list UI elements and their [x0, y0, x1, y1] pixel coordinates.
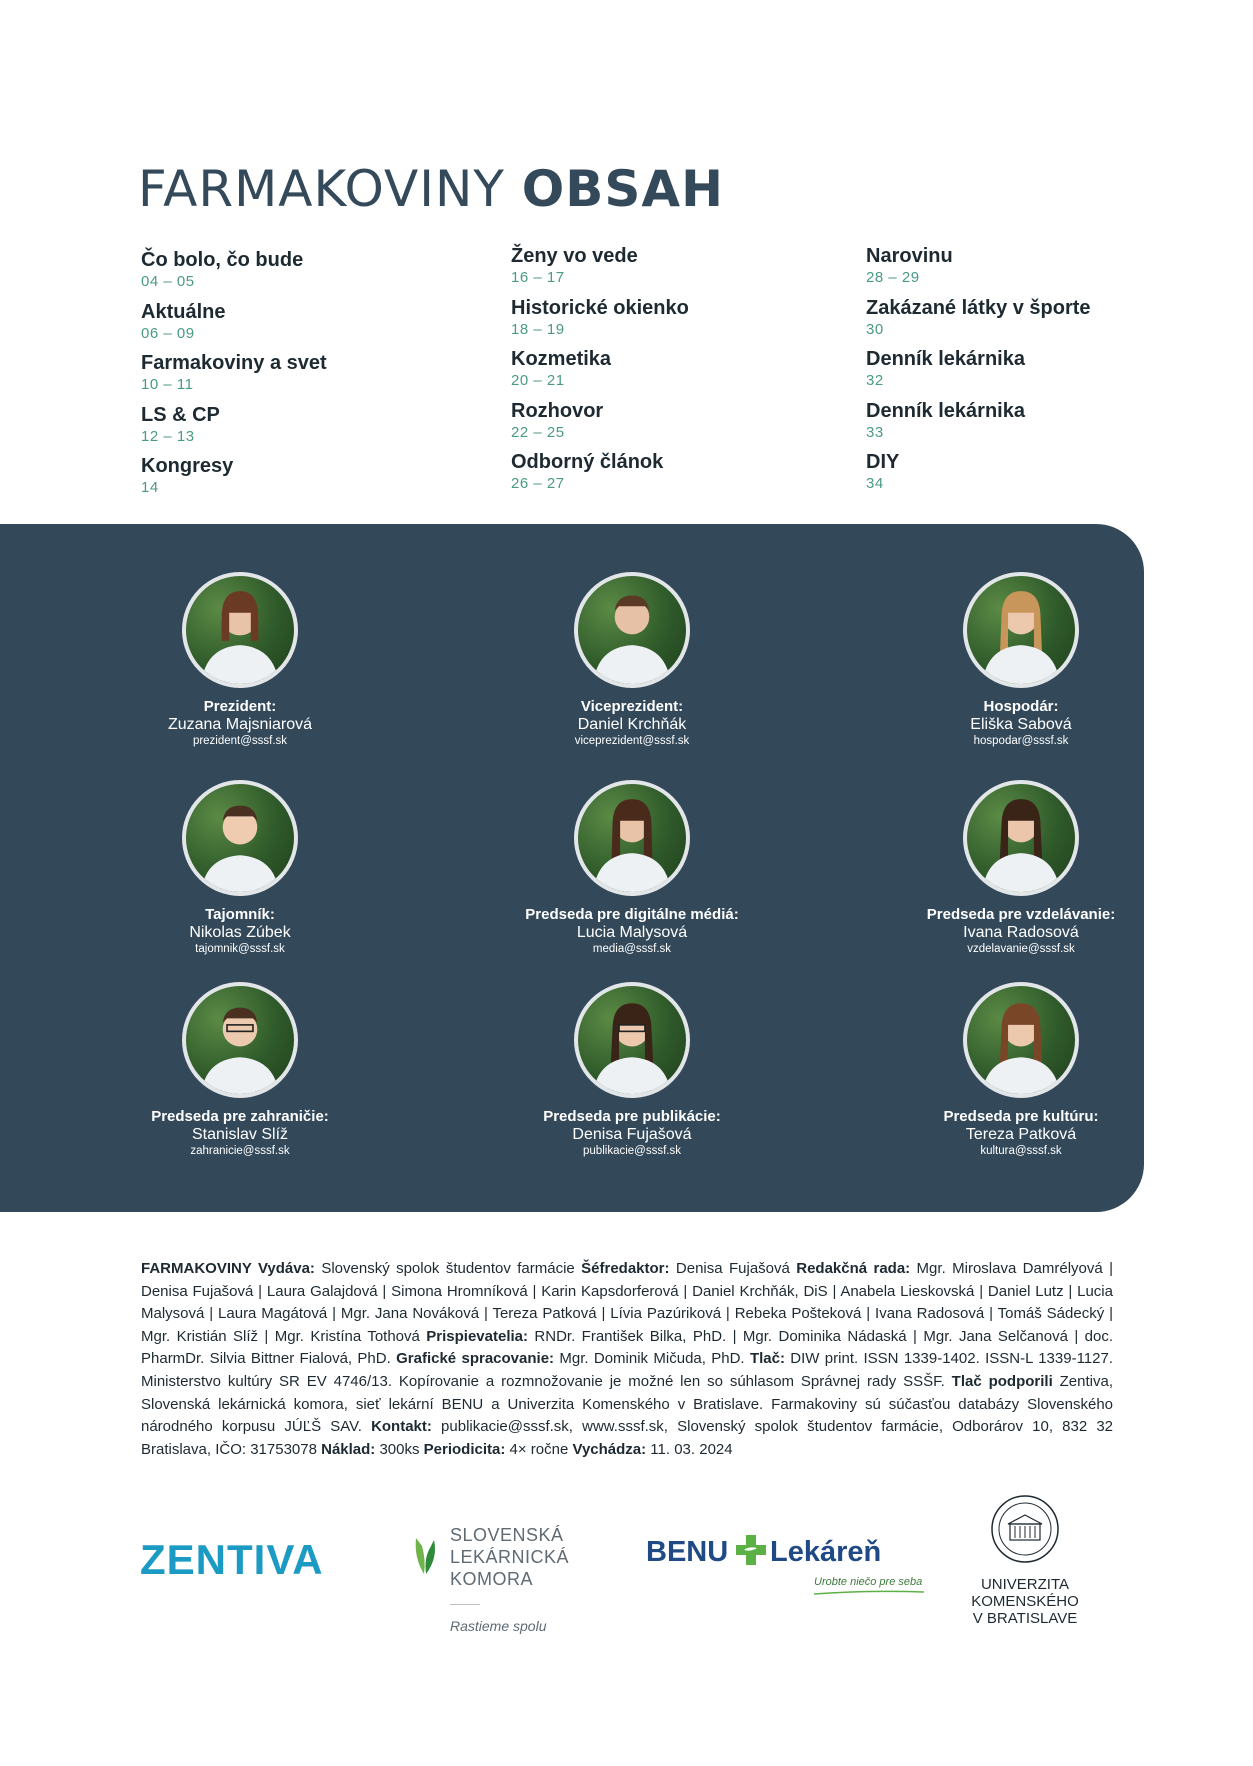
- uk-line: KOMENSKÉHO: [971, 1593, 1079, 1610]
- team-member: [502, 780, 762, 957]
- zentiva-logo: ZENTIVA: [140, 1536, 324, 1583]
- uk-line: V BRATISLAVE: [972, 1610, 1078, 1627]
- member-role: Predseda pre publikácie:: [543, 1108, 721, 1125]
- imprint-value: RNDr. František Bilka, PhD. | Mgr. Dominika Nádaská | Mgr. Jana Selčanová | doc. PharmDr. Silvia Bittner Fialová, PhD.: [141, 1327, 1113, 1368]
- team-member: [110, 780, 370, 957]
- toc-item[interactable]: [141, 300, 327, 352]
- toc-title: Rozhovor: [511, 399, 604, 422]
- imprint-label: FARMAKOVINY Vydáva:: [141, 1260, 315, 1277]
- imprint-value: Denisa Fujašová: [669, 1260, 797, 1277]
- toc-item[interactable]: [511, 399, 689, 451]
- imprint-value: 4× ročne: [505, 1440, 573, 1458]
- member-email[interactable]: media@sssf.sk: [592, 943, 672, 955]
- slk-name: [450, 1524, 569, 1590]
- toc-pages: 04 – 05: [141, 273, 195, 290]
- member-email[interactable]: zahranicie@sssf.sk: [190, 1145, 290, 1157]
- toc-item[interactable]: [866, 244, 1091, 296]
- toc-pages: 14: [141, 479, 159, 496]
- toc-title: Denník lekárnika: [866, 399, 1025, 422]
- toc-item[interactable]: [511, 244, 689, 296]
- toc-pages: 06 – 09: [141, 324, 195, 342]
- toc-item[interactable]: [866, 347, 1091, 399]
- toc-item[interactable]: [511, 296, 689, 348]
- toc-item[interactable]: [511, 450, 689, 502]
- benu-brand: BENU: [646, 1536, 729, 1568]
- team-member: [110, 572, 370, 749]
- member-photo: [963, 982, 1079, 1098]
- member-name: Ivana Radosová: [963, 924, 1079, 941]
- member-email[interactable]: vzdelavanie@sssf.sk: [967, 943, 1075, 955]
- toc-pages: 32: [866, 372, 884, 389]
- toc-pages: 30: [866, 320, 884, 338]
- toc-title: Historické okienko: [511, 296, 689, 319]
- toc-title: Denník lekárnika: [866, 348, 1025, 370]
- imprint-text: [141, 1258, 1113, 1461]
- toc-item[interactable]: [141, 351, 327, 403]
- member-name: Tereza Patková: [965, 1126, 1077, 1143]
- toc-item[interactable]: [141, 454, 327, 506]
- toc-title: Zakázané látky v športe: [866, 296, 1091, 319]
- member-photo: [574, 780, 690, 896]
- toc-item[interactable]: [866, 296, 1091, 348]
- member-email[interactable]: tajomnik@sssf.sk: [195, 943, 285, 955]
- member-name: Stanislav Slíž: [191, 1126, 289, 1143]
- toc-pages: 33: [866, 423, 884, 441]
- toc-pages: 12 – 13: [141, 427, 195, 445]
- member-role: Prezident:: [203, 698, 277, 715]
- toc-pages: 20 – 21: [511, 372, 565, 389]
- team-member: [502, 572, 762, 749]
- member-role: Predseda pre vzdelávanie:: [926, 906, 1116, 923]
- member-role: Predseda pre kultúru:: [943, 1108, 1099, 1125]
- toc-pages: 26 – 27: [511, 475, 565, 492]
- team-panel: [0, 524, 1144, 1212]
- imprint-label: Tlač:: [749, 1350, 785, 1368]
- member-name: Nikolas Zúbek: [189, 924, 291, 941]
- toc-title: Narovinu: [866, 245, 953, 267]
- imprint-value: Mgr. Dominik Mičuda, PhD.: [554, 1350, 750, 1368]
- member-role: Tajomník:: [205, 906, 275, 923]
- toc-pages: 34: [866, 475, 884, 492]
- team-member: [891, 982, 1151, 1159]
- toc-column-2: [511, 244, 689, 502]
- toc-item[interactable]: [511, 347, 689, 399]
- member-role: Hospodár:: [983, 698, 1059, 715]
- toc-pages: 22 – 25: [511, 423, 565, 441]
- imprint-value: Zentiva, Slovenská lekárnická komora, sieť lekární BENU a Univerzita Komenského v Bratislave. Farmakoviny sú súčasťou databázy Slovenského národného korpusu JÚĽŠ SAV.: [141, 1372, 1113, 1436]
- title-bold: OBSAH: [521, 160, 724, 218]
- toc-title: DIY: [866, 451, 900, 473]
- imprint-value: 11. 03. 2024: [646, 1440, 733, 1458]
- page-title: [138, 160, 724, 218]
- member-name: Daniel Krchňák: [577, 716, 687, 733]
- toc-title: Farmakoviny a svet: [141, 352, 327, 374]
- imprint-label: Prispievatelia:: [426, 1327, 528, 1345]
- member-photo: [963, 572, 1079, 688]
- uk-line: UNIVERZITA: [980, 1576, 1070, 1593]
- slk-divider: [450, 1604, 480, 1605]
- uk-name: [960, 1576, 1090, 1627]
- benu-cross-icon: [735, 1534, 767, 1566]
- imprint-value: Mgr. Miroslava Damrélyová | Denisa Fujašová | Laura Galajdová | Simona Hromníková | Karin Kapsdorferová | Daniel Krchňák, DiS | Anabela Lieskovská | Daniel Lutz | Lucia Malysová | Laura Magátová | Mgr. Jana Nováková | Tereza Patková | Lívia Pazúriková | Rebeka Pošteková | Ivana Radosová | Tomáš Sádecký | Mgr. Kristián Slíž | Mgr. Kristína Tothová: [141, 1260, 1113, 1345]
- toc-column-3: [866, 244, 1091, 502]
- uk-logo: [960, 1494, 1090, 1634]
- slk-line: KOMORA: [450, 1569, 534, 1589]
- member-photo: [182, 982, 298, 1098]
- toc-title: Ženy vo vede: [511, 245, 638, 267]
- toc-title: LS & CP: [141, 403, 220, 426]
- imprint-label: Šéfredaktor:: [581, 1260, 670, 1277]
- imprint-label: Náklad:: [321, 1440, 376, 1458]
- member-photo: [574, 572, 690, 688]
- toc-title: Aktuálne: [141, 300, 226, 323]
- member-name: Eliška Sabová: [970, 716, 1072, 733]
- uk-seal-icon: [990, 1494, 1060, 1564]
- toc-item[interactable]: [141, 248, 327, 300]
- imprint-value: publikacie@sssf.sk, www.sssf.sk, Slovenský spolok študentov farmácie, Odborárov 10, 832 32 Bratislava, IČO: 31753078: [141, 1418, 1114, 1458]
- title-light: FARMAKOVINY: [138, 160, 505, 218]
- imprint-label: Grafické spracovanie:: [396, 1350, 555, 1368]
- team-member: [502, 982, 762, 1159]
- toc-pages: 18 – 19: [511, 320, 565, 338]
- benu-swoosh-icon: [814, 1590, 924, 1596]
- member-role: Viceprezident:: [580, 698, 684, 715]
- member-email[interactable]: prezident@sssf.sk: [192, 735, 288, 747]
- toc-title: Čo bolo, čo bude: [141, 249, 304, 271]
- member-name: Zuzana Majsniarová: [167, 716, 313, 733]
- toc-title: Kongresy: [141, 455, 234, 477]
- member-email[interactable]: hospodar@sssf.sk: [973, 735, 1069, 747]
- member-photo: [182, 780, 298, 896]
- imprint-label: Tlač podporili: [951, 1372, 1053, 1390]
- imprint-label: Kontakt:: [371, 1418, 432, 1436]
- toc-pages: 10 – 11: [141, 376, 194, 393]
- team-member: [891, 780, 1151, 957]
- member-role: Predseda pre zahraničie:: [151, 1108, 329, 1125]
- imprint-value: 300ks: [375, 1440, 424, 1458]
- toc-title: Kozmetika: [511, 348, 612, 370]
- benu-logo: [646, 1528, 926, 1598]
- benu-lekaren: Lekáreň: [770, 1536, 882, 1568]
- toc-title: Odborný článok: [511, 451, 664, 473]
- toc-pages: 16 – 17: [511, 269, 565, 286]
- benu-slogan: Urobte niečo pre seba: [814, 1576, 923, 1588]
- slk-leaf-icon: [412, 1536, 438, 1576]
- slk-logo: [412, 1524, 582, 1634]
- slk-line: SLOVENSKÁ: [450, 1525, 564, 1545]
- member-photo: [182, 572, 298, 688]
- imprint-label: Redakčná rada:: [796, 1260, 911, 1277]
- team-member: [110, 982, 370, 1159]
- imprint-label: Periodicita:: [423, 1440, 506, 1458]
- toc-pages: 28 – 29: [866, 269, 920, 286]
- member-email[interactable]: kultura@sssf.sk: [980, 1145, 1062, 1157]
- member-email[interactable]: publikacie@sssf.sk: [583, 1145, 681, 1157]
- member-name: Lucia Malysová: [576, 924, 688, 941]
- member-name: Denisa Fujašová: [572, 1126, 692, 1143]
- toc-column-1: [141, 248, 327, 506]
- toc-item[interactable]: [141, 403, 327, 455]
- member-photo: [963, 780, 1079, 896]
- slk-line: LEKÁRNICKÁ: [450, 1547, 570, 1567]
- slk-slogan: Rastieme spolu: [450, 1618, 547, 1634]
- member-role: Predseda pre digitálne médiá:: [525, 906, 739, 923]
- team-member: [891, 572, 1151, 749]
- member-photo: [574, 982, 690, 1098]
- imprint-value: DIW print. ISSN 1339-1402. ISSN-L 1339-1127. Ministerstvo kultúry SR EV 4746/13. Kopírovanie a rozmnožovanie je možné len so súhlasom Správnej rady SSŠF.: [141, 1350, 1113, 1390]
- imprint-label: Vychádza:: [572, 1440, 647, 1458]
- member-email[interactable]: viceprezident@sssf.sk: [574, 735, 690, 747]
- toc-item[interactable]: [866, 399, 1091, 451]
- imprint-value: Slovenský spolok študentov farmácie: [314, 1260, 582, 1277]
- toc-item[interactable]: [866, 450, 1091, 502]
